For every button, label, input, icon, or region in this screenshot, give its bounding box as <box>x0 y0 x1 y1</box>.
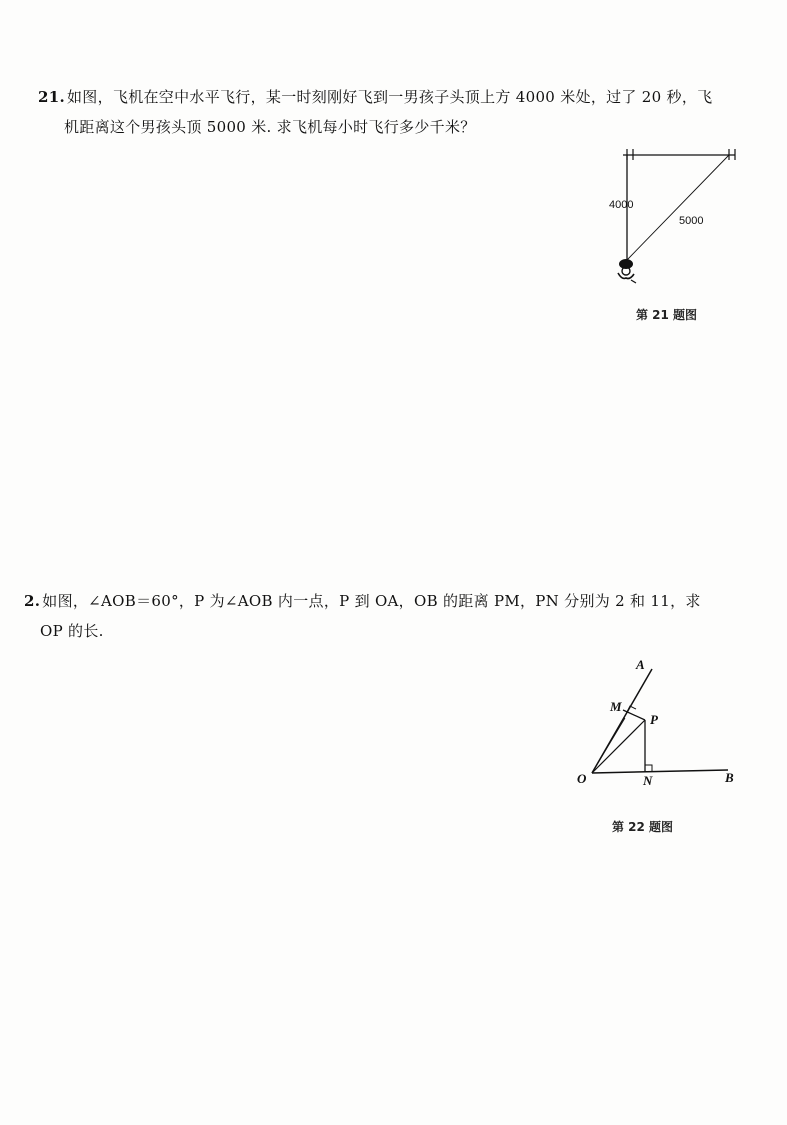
problem-21-text-line2: 机距离这个男孩头顶 5000 米. 求飞机每小时飞行多少千米？ <box>64 118 476 136</box>
label-B: B <box>725 770 734 785</box>
problem-22-text-line1: 如图，∠AOB＝60°，P 为∠AOB 内一点，P 到 OA，OB 的距离 PM，PN 分别为 2 和 11，求 <box>42 592 701 610</box>
boy-icon <box>618 259 636 283</box>
label-5000: 5000 <box>679 215 704 227</box>
label-P: P <box>650 712 658 727</box>
problem-22-line1 <box>24 586 736 616</box>
figure-22 <box>570 650 750 800</box>
problem-22-text-line2: OP 的长. <box>40 622 104 640</box>
label-4000: 4000 <box>609 199 634 211</box>
problem-22-number: 2. <box>24 592 41 610</box>
label-A: A <box>636 657 645 672</box>
ray-OB <box>592 770 728 773</box>
problem-22 <box>24 586 736 646</box>
label-M: M <box>610 699 622 714</box>
figure-21-caption: 第 21 题图 <box>636 308 698 322</box>
figure-22-caption: 第 22 题图 <box>612 820 674 834</box>
hypotenuse-line <box>627 155 729 260</box>
label-N: N <box>643 773 653 788</box>
problem-21-text-line1: 如图，飞机在空中水平飞行，某一时刻刚好飞到一男孩子头顶上方 4000 米处，过了 20 秒，飞 <box>67 88 713 106</box>
problem-21 <box>38 82 750 142</box>
problem-21-line1 <box>38 82 750 112</box>
problem-21-number: 21. <box>38 88 65 106</box>
label-O: O <box>577 771 587 786</box>
figure-21 <box>605 140 755 300</box>
